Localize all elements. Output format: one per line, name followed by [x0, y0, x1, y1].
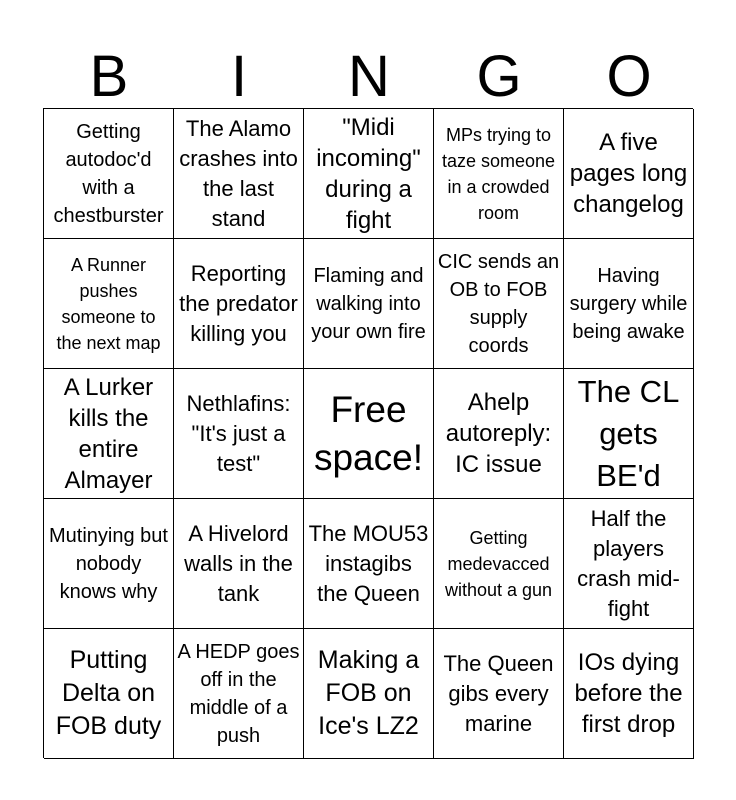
cell-text: Ahelp autoreply: IC issue — [445, 389, 552, 478]
bingo-cell[interactable] — [564, 239, 694, 369]
cell-text: Flaming and walking into your own fire — [311, 264, 426, 343]
cell-text: Free space! — [313, 388, 423, 478]
bingo-cell[interactable] — [304, 629, 434, 759]
bingo-cell[interactable] — [434, 239, 564, 369]
cell-text: The Alamo crashes into the last stand — [179, 115, 298, 231]
cell-text: A Hivelord walls in the tank — [184, 520, 293, 606]
cell-text: IOs dying before the first drop — [574, 649, 683, 738]
bingo-cell[interactable] — [564, 499, 694, 629]
cell-text: A Runner pushes someone to the next map — [56, 254, 161, 353]
bingo-cell[interactable] — [434, 109, 564, 239]
bingo-cell[interactable] — [564, 369, 694, 499]
bingo-cell[interactable] — [304, 499, 434, 629]
bingo-header — [44, 42, 694, 108]
cell-text: Getting autodoc'd with a chestburster — [53, 120, 164, 227]
bingo-cell[interactable] — [44, 499, 174, 629]
header-letter-g: G — [476, 44, 522, 109]
cell-text: A HEDP goes off in the middle of a push — [177, 640, 300, 747]
header-letter-n: N — [348, 44, 390, 109]
cell-text: Half the players crash mid-fight — [577, 505, 680, 621]
bingo-cell[interactable] — [44, 369, 174, 499]
cell-text: A Lurker kills the entire Almayer — [63, 373, 154, 494]
cell-text: "Midi incoming" during a fight — [316, 113, 421, 234]
cell-text: The Queen gibs every marine — [443, 650, 554, 736]
cell-text: Putting Delta on FOB duty — [55, 646, 162, 740]
cell-text: A five pages long changelog — [569, 129, 688, 218]
bingo-cell[interactable] — [44, 109, 174, 239]
bingo-cell[interactable] — [304, 109, 434, 239]
cell-text: Making a FOB on Ice's LZ2 — [317, 646, 420, 740]
free-space-cell[interactable] — [304, 369, 434, 499]
bingo-cell[interactable] — [564, 109, 694, 239]
bingo-cell[interactable] — [44, 239, 174, 369]
bingo-cell[interactable] — [174, 239, 304, 369]
cell-text: The MOU53 instagibs the Queen — [308, 520, 429, 606]
header-letter-o: O — [606, 44, 652, 109]
bingo-grid — [43, 108, 693, 758]
bingo-cell[interactable] — [174, 109, 304, 239]
cell-text: CIC sends an OB to FOB supply coords — [437, 250, 560, 357]
bingo-cell[interactable] — [564, 629, 694, 759]
cell-text: Having surgery while being awake — [569, 264, 688, 343]
cell-text: MPs trying to taze someone in a crowded room — [441, 124, 556, 223]
bingo-cell[interactable] — [44, 629, 174, 759]
cell-text: The CL gets BE'd — [577, 373, 680, 493]
header-letter-i: I — [230, 44, 248, 109]
bingo-cell[interactable] — [434, 629, 564, 759]
cell-text: Getting medevacced without a gun — [444, 527, 553, 600]
bingo-cell[interactable] — [174, 369, 304, 499]
cell-text: Reporting the predator killing you — [179, 260, 298, 346]
cell-text: Mutinying but nobody knows why — [49, 524, 168, 603]
cell-text: Nethlafins: "It's just a test" — [186, 390, 291, 476]
header-letter-b: B — [89, 44, 129, 109]
bingo-cell[interactable] — [174, 499, 304, 629]
bingo-cell[interactable] — [434, 369, 564, 499]
bingo-cell[interactable] — [434, 499, 564, 629]
bingo-cell[interactable] — [174, 629, 304, 759]
bingo-cell[interactable] — [304, 239, 434, 369]
